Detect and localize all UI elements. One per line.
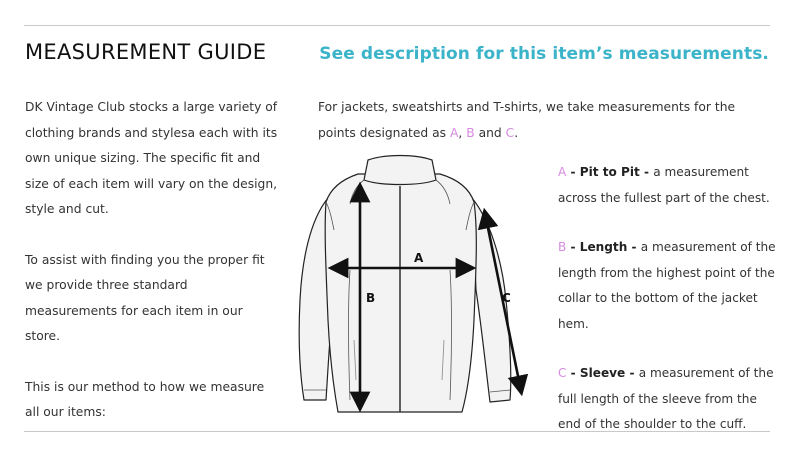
definition-letter: C bbox=[558, 366, 567, 380]
page-title: MEASUREMENT GUIDE bbox=[25, 40, 267, 64]
point-a-label: A bbox=[449, 125, 459, 140]
diagram-label-a: A bbox=[414, 251, 424, 265]
definition-letter: B bbox=[558, 240, 567, 254]
definition-term: - Sleeve - bbox=[566, 366, 639, 380]
jacket-body bbox=[325, 174, 476, 412]
top-divider bbox=[24, 25, 770, 26]
diagram-label-b: B bbox=[366, 291, 376, 305]
definition-term: - Pit to Pit - bbox=[566, 165, 654, 179]
bottom-divider bbox=[24, 431, 770, 432]
paragraph-method: This is our method to how we measure all our items: bbox=[25, 379, 265, 419]
definition-letter: A bbox=[558, 165, 567, 179]
definition-sleeve bbox=[558, 361, 778, 438]
intro-separator: , bbox=[458, 125, 467, 140]
diagram-label-c: C bbox=[502, 291, 511, 305]
definition-text: a measurement of the full length of the sleeve from the end of the shoulder to the cuff. bbox=[558, 366, 774, 431]
definition-length bbox=[558, 235, 778, 337]
definition-pit-to-pit bbox=[558, 160, 778, 211]
intro-text: For jackets, sweatshirts and T-shirts, we take measurements for the points designated as bbox=[318, 100, 736, 140]
jacket-diagram bbox=[290, 150, 550, 420]
definition-text: a measurement of the length from the highest point of the collar to the bottom of the jacket hem. bbox=[558, 240, 776, 331]
jacket-collar bbox=[364, 156, 436, 185]
measurement-points-intro bbox=[318, 95, 758, 146]
measurement-definitions bbox=[558, 160, 778, 462]
definition-text: a measurement across the fullest part of the chest. bbox=[558, 165, 770, 205]
paragraph-stock: DK Vintage Club stocks a large variety of clothing brands and stylesa each with its own unique sizing. The specific fit and size of each item will vary on the design, style and cut. bbox=[25, 100, 278, 216]
intro-column bbox=[25, 95, 280, 451]
intro-separator: and bbox=[474, 125, 506, 140]
item-measurements-note: See description for this item’s measurements. bbox=[319, 44, 769, 64]
intro-period: . bbox=[514, 125, 519, 140]
point-c-label: C bbox=[505, 125, 515, 140]
point-b-label: B bbox=[466, 125, 475, 140]
paragraph-fit: To assist with finding you the proper fit we provide three standard measurements for each item in our store. bbox=[25, 252, 265, 343]
definition-term: - Length - bbox=[566, 240, 641, 254]
